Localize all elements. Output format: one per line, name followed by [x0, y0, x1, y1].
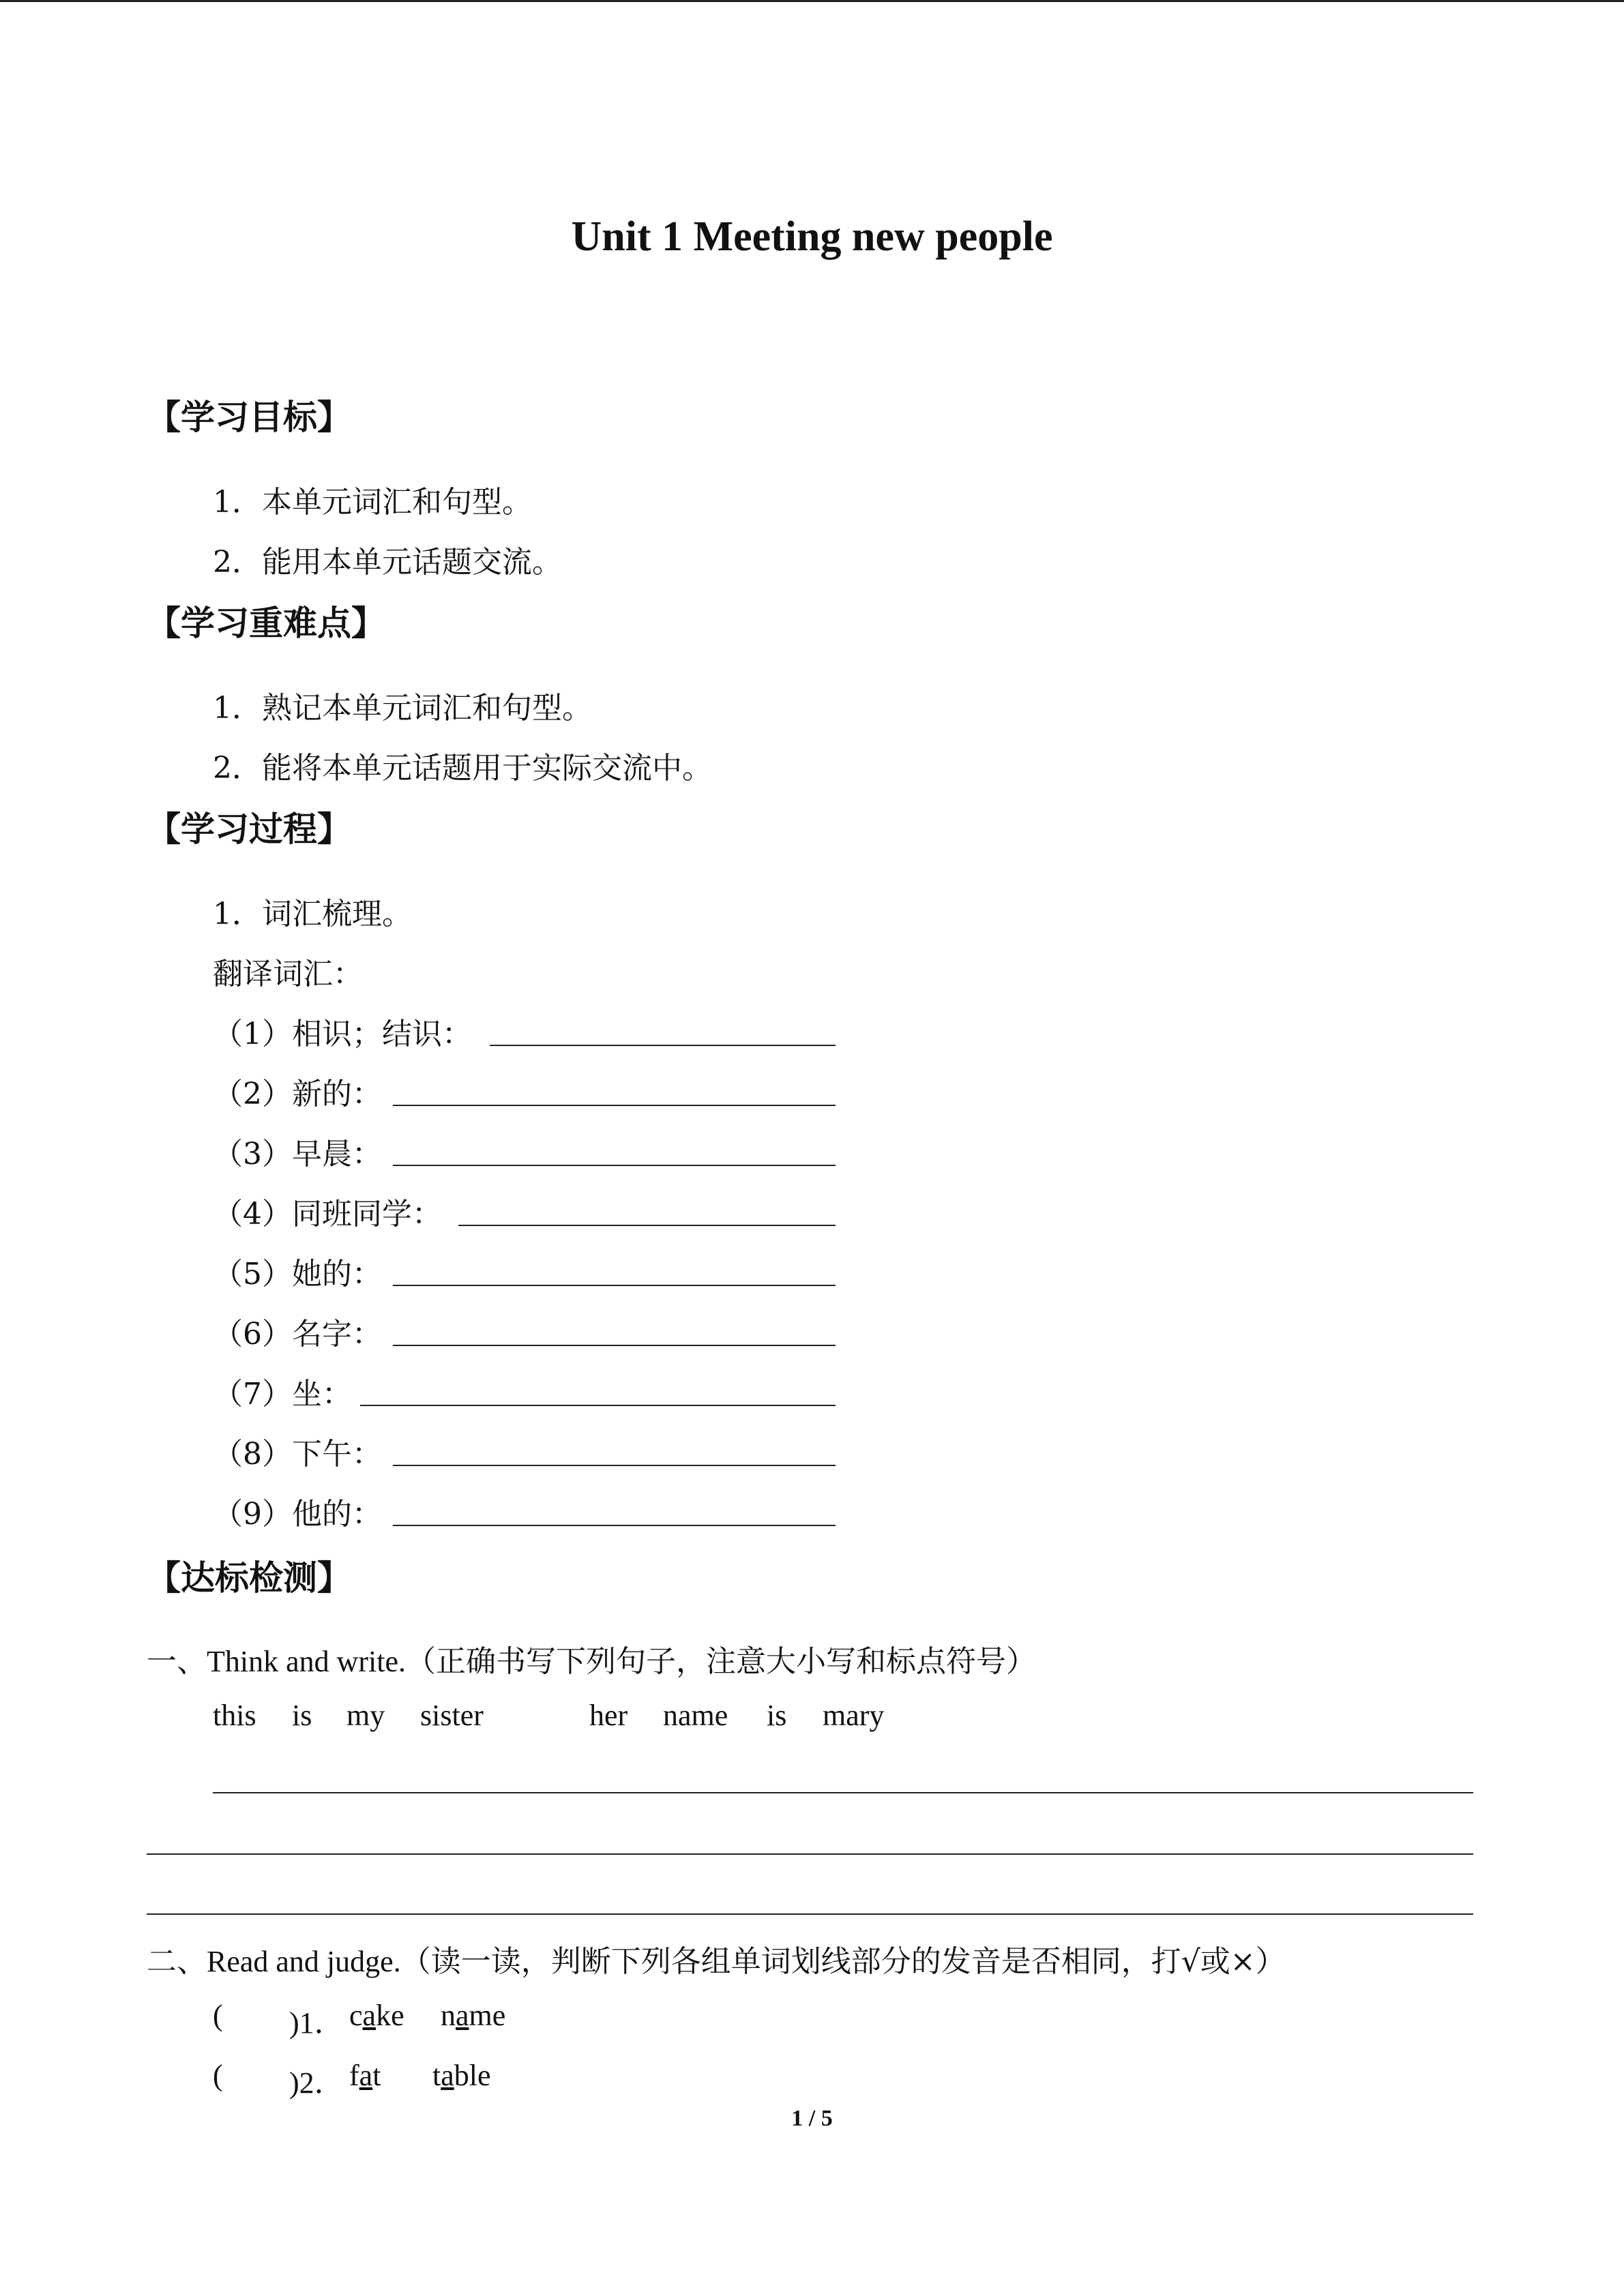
answer-paren-open[interactable]: ( — [213, 1999, 223, 2032]
vocab-item: （8）下午： — [213, 1437, 382, 1472]
goal-item: 2．能用本单元话题交流。 — [213, 545, 562, 580]
goals-heading: 【学习目标】 — [147, 398, 351, 437]
part1-prefix: 一、 — [147, 1644, 207, 1679]
writing-line[interactable] — [213, 1792, 1473, 1793]
judge-item-number: )2． — [289, 2066, 344, 2100]
part1-instruction — [147, 1637, 1036, 1680]
sentence-word: mary — [823, 1699, 885, 1732]
underlined-letter: a — [441, 2059, 454, 2092]
judge-word-1: cake — [349, 1999, 404, 2032]
sentence-word: my — [346, 1699, 385, 1732]
part2-note: （读一读，判断下列各组单词划线部分的发音是否相同，打√或×） — [400, 1944, 1286, 1979]
goal-item: 1．本单元词汇和句型。 — [213, 485, 532, 520]
answer-line[interactable] — [458, 1225, 836, 1226]
test-heading: 【达标检测】 — [147, 1558, 351, 1598]
process-step: 1．词汇梳理。 — [213, 897, 412, 931]
answer-line[interactable] — [393, 1105, 836, 1106]
vocab-item: （2）新的： — [213, 1077, 382, 1112]
process-heading: 【学习过程】 — [147, 809, 351, 849]
page-title: Unit 1 Meeting new people — [571, 213, 1053, 260]
judge-item-number: )1． — [289, 2006, 344, 2040]
judge-word-1: fat — [349, 2059, 381, 2092]
answer-paren-open[interactable]: ( — [213, 2059, 223, 2092]
sentence-word: this — [213, 1699, 256, 1732]
answer-line[interactable] — [393, 1165, 836, 1166]
sentence-word: is — [767, 1699, 787, 1732]
vocab-item: （7）坐： — [213, 1377, 352, 1412]
judge-word-2: name — [441, 1999, 506, 2032]
answer-line[interactable] — [393, 1345, 836, 1346]
underlined-letter: a — [362, 1999, 377, 2032]
part1-note: （正确书写下列句子，注意大小写和标点符号） — [406, 1644, 1037, 1679]
answer-line[interactable] — [393, 1525, 836, 1526]
sentence-word: name — [663, 1699, 728, 1732]
page-top-border — [0, 0, 1624, 2]
vocab-item: （3）早晨： — [213, 1137, 382, 1172]
writing-line[interactable] — [147, 1913, 1473, 1915]
answer-line[interactable] — [490, 1045, 836, 1046]
vocab-item: （6）名字： — [213, 1317, 382, 1352]
vocab-item: （1）相识；结识： — [213, 1017, 472, 1052]
judge-word-2: table — [432, 2059, 491, 2092]
underlined-letter: a — [359, 2059, 373, 2092]
vocab-item: （5）她的： — [213, 1257, 382, 1292]
writing-line[interactable] — [147, 1853, 1473, 1855]
part1-title: Think and write. — [207, 1645, 407, 1678]
key-point-item: 1．熟记本单元词汇和句型。 — [213, 691, 592, 726]
answer-line[interactable] — [393, 1285, 836, 1286]
vocab-item: （9）他的： — [213, 1497, 382, 1532]
process-sub: 翻译词汇： — [213, 957, 363, 992]
underlined-letter: a — [456, 1999, 469, 2032]
part2-title: Read and judge. — [207, 1945, 401, 1978]
page-number: 1 / 5 — [791, 2106, 833, 2131]
vocab-item: （4）同班同学： — [213, 1197, 442, 1232]
part2-prefix: 二、 — [147, 1944, 207, 1979]
key-points-heading: 【学习重难点】 — [147, 603, 385, 643]
answer-line[interactable] — [393, 1465, 836, 1466]
sentence-word: her — [589, 1699, 628, 1732]
part2-instruction — [147, 1937, 1286, 1980]
sentence-word: sister — [420, 1699, 484, 1732]
sentence-word: is — [292, 1699, 312, 1732]
key-point-item: 2．能将本单元话题用于实际交流中。 — [213, 751, 712, 786]
answer-line[interactable] — [360, 1405, 836, 1406]
